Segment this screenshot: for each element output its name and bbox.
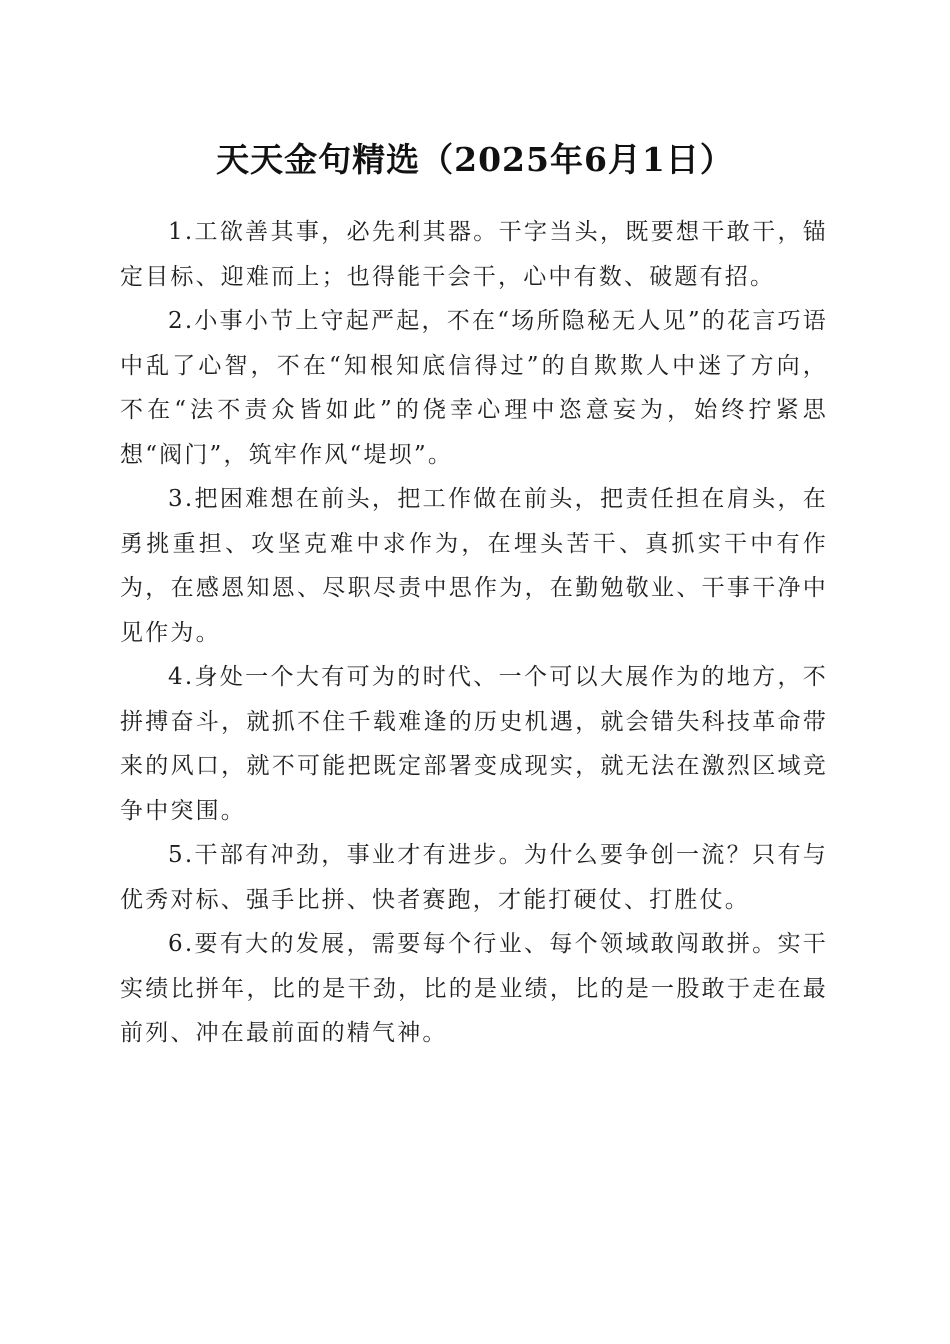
paragraph-6: 6.要有大的发展，需要每个行业、每个领域敢闯敢拼。实干实绩比拼年，比的是干劲，比的是业绩，比的是一股敢于走在最前列、冲在最前面的精气神。	[120, 931, 828, 1046]
page-title: 天天金句精选（2025年6月1日）	[216, 140, 734, 179]
paragraph-4: 4.身处一个大有可为的时代、一个可以大展作为的地方，不拼搏奋斗，就抓不住千载难逢的历史机遇，就会错失科技革命带来的风口，就不可能把既定部署变成现实，就无法在激烈区域竞争中突围。	[120, 664, 828, 824]
paragraph-1: 1.工欲善其事，必先利其器。干字当头，既要想干敢干，锚定目标、迎难而上；也得能干会干，心中有数、破题有招。	[120, 219, 828, 290]
paragraph-5: 5.干部有冲劲，事业才有进步。为什么要争创一流？只有与优秀对标、强手比拼、快者赛跑，才能打硬仗、打胜仗。	[120, 842, 828, 913]
document-body	[120, 210, 828, 1056]
paragraph-3: 3.把困难想在前头，把工作做在前头，把责任担在肩头，在勇挑重担、攻坚克难中求作为，在埋头苦干、真抓实干中有作为，在感恩知恩、尽职尽责中思作为，在勤勉敬业、干事干净中见作为。	[120, 486, 828, 646]
paragraph-2: 2.小事小节上守起严起，不在“场所隐秘无人见”的花言巧语中乱了心智，不在“知根知底信得过”的自欺欺人中迷了方向，不在“法不责众皆如此”的侥幸心理中恣意妄为，始终拧紧思想“阀门”，筑牢作风“堤坝”。	[120, 308, 828, 468]
